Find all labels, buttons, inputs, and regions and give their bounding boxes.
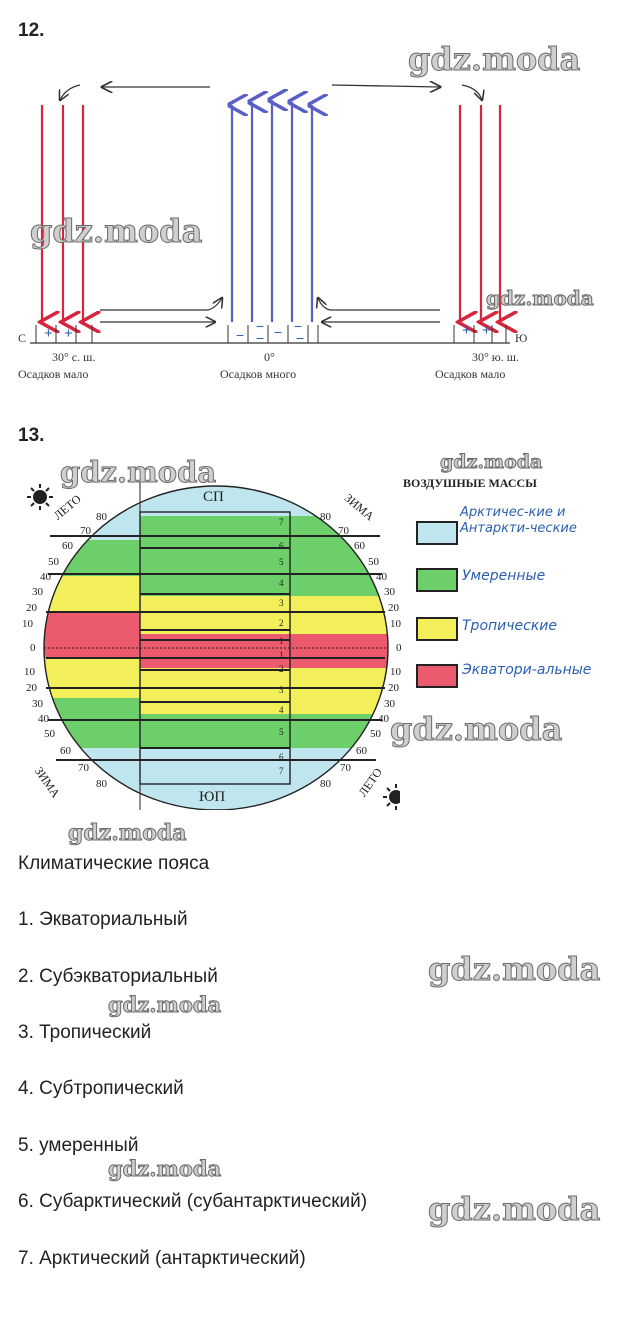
belt-num-n6: 6 [279, 541, 284, 551]
precip-equator-label: Осадков много [220, 367, 297, 381]
legend-label-arctic: Арктичес-кие и Антаркти-ческие [460, 505, 577, 536]
high-pressure-sign-4: + [482, 322, 491, 339]
watermark: gdz.moda [390, 710, 563, 748]
belt-num-n3: 3 [279, 598, 284, 608]
lat-right-40: 40 [376, 571, 387, 583]
low-pressure-sign-3: − [256, 330, 265, 346]
low-pressure-sign-4: − [274, 324, 283, 340]
lat-right-s20: 20 [388, 682, 399, 694]
lat-left-s70: 70 [78, 762, 89, 774]
watermark: gdz.moda [408, 40, 581, 78]
belt-num-n2: 2 [279, 618, 284, 628]
lat-left-40: 40 [40, 571, 51, 583]
lat-30n-label: 30° с. ш. [52, 350, 96, 364]
watermark: gdz.moda [30, 212, 203, 250]
south-label: Ю [515, 331, 528, 345]
belt-num-s4: 4 [279, 705, 284, 715]
lat-right-s50: 50 [370, 728, 381, 740]
legend-label-temperate: Умеренные [462, 568, 546, 584]
upper-flow-arrows [60, 85, 482, 100]
lat-left-70: 70 [80, 525, 91, 537]
lat-right-50: 50 [368, 556, 379, 568]
lat-left-10: 10 [22, 618, 33, 630]
lat-right-60: 60 [354, 540, 365, 552]
watermark: gdz.moda [108, 1156, 222, 1181]
legend-swatch-temperate [416, 568, 458, 592]
legend-title: ВОЗДУШНЫЕ МАССЫ [403, 476, 537, 490]
lat-right-s40: 40 [378, 713, 389, 725]
lat-0-label: 0° [264, 350, 275, 364]
climate-belt-item-1: 1. Экваториальный [18, 909, 188, 930]
precip-north-label: Осадков мало [18, 367, 89, 381]
lat-right-s30: 30 [384, 698, 395, 710]
precip-south-label: Осадков мало [435, 367, 506, 381]
climate-belt-item-5: 5. умеренный [18, 1135, 139, 1156]
sun-icon-top [27, 484, 53, 510]
watermark: gdz.moda [486, 286, 594, 310]
lat-left-50: 50 [48, 556, 59, 568]
lat-left-60: 60 [62, 540, 73, 552]
legend-swatch-arctic [416, 521, 458, 545]
belt-num-s2: 2 [279, 664, 284, 674]
lat-left-s50: 50 [44, 728, 55, 740]
low-pressure-sign-6: − [296, 330, 305, 346]
belt-num-s5: 5 [279, 727, 284, 737]
belt-num-s7: 7 [279, 766, 284, 776]
legend-label-tropical: Тропические [462, 618, 558, 634]
climate-belts-heading: Климатические пояса [18, 853, 210, 874]
watermark: gdz.moda [60, 455, 217, 489]
season-winter-top: ЗИМА [341, 490, 377, 524]
climate-belt-item-3: 3. Тропический [18, 1022, 152, 1043]
lat-left-s80: 80 [96, 778, 107, 790]
lat-right-s80: 80 [320, 778, 331, 790]
season-winter-bottom: ЗИМА [31, 764, 63, 801]
lat-30s-label: 30° ю. ш. [472, 350, 520, 364]
legend-swatch-equatorial [416, 664, 458, 688]
belt-num-s6: 6 [279, 752, 284, 762]
watermark: gdz.moda [108, 992, 222, 1017]
trade-wind-arrows [100, 298, 440, 322]
high-pressure-sign-2: + [64, 325, 73, 342]
lat-left-0: 0 [30, 642, 36, 654]
lat-right-0: 0 [396, 642, 402, 654]
sun-icon-bottom [383, 784, 400, 810]
lat-left-s20: 20 [26, 682, 37, 694]
season-summer-top: ЛЕТО [50, 491, 84, 523]
high-pressure-sign-3: + [462, 322, 471, 339]
lat-right-10: 10 [390, 618, 401, 630]
lat-right-30: 30 [384, 586, 395, 598]
belt-num-n4: 4 [279, 578, 284, 588]
legend-swatch-tropical [416, 617, 458, 641]
watermark: gdz.moda [68, 820, 187, 846]
climate-belt-item-2: 2. Субэкваториальный [18, 966, 218, 987]
lat-left-20: 20 [26, 602, 37, 614]
lat-right-70: 70 [338, 525, 349, 537]
lat-left-s40: 40 [38, 713, 49, 725]
ground-surface [30, 325, 510, 343]
legend-label-equatorial: Экватори-альные [462, 662, 592, 678]
low-pressure-sign-5: − [294, 318, 303, 334]
north-label: С [18, 331, 27, 345]
lat-right-s60: 60 [356, 745, 367, 757]
climate-belt-item-6: 6. Субарктический (субантарктический) [18, 1191, 368, 1212]
climate-belt-item-4: 4. Субтропический [18, 1078, 184, 1099]
lat-left-80: 80 [96, 511, 107, 523]
lat-right-s10: 10 [390, 666, 401, 678]
low-pressure-sign-1: − [236, 327, 245, 343]
watermark: gdz.moda [440, 451, 543, 473]
belt-num-s3: 3 [279, 685, 284, 695]
ascending-air-equator [232, 100, 312, 322]
south-pole-label: ЮП [199, 789, 226, 805]
lat-left-s60: 60 [60, 745, 71, 757]
low-pressure-sign-2: − [256, 318, 265, 334]
high-pressure-sign-1: + [44, 325, 53, 342]
north-pole-label: СП [203, 489, 224, 505]
task-13-number: 13. [18, 425, 45, 446]
season-summer-bottom: ЛЕТО [355, 765, 385, 800]
belt-num-s1: 1 [279, 650, 284, 660]
lat-right-s70: 70 [340, 762, 351, 774]
belt-num-n1: 1 [279, 636, 284, 646]
lat-right-80: 80 [320, 511, 331, 523]
watermark: gdz.moda [428, 950, 601, 988]
belt-num-n5: 5 [279, 557, 284, 567]
lat-left-s10: 10 [24, 666, 35, 678]
belt-num-n7: 7 [279, 517, 284, 527]
lat-right-20: 20 [388, 602, 399, 614]
watermark: gdz.moda [428, 1190, 601, 1228]
lat-left-s30: 30 [32, 698, 43, 710]
climate-belt-item-7: 7. Арктический (антарктический) [18, 1248, 306, 1269]
lat-left-30: 30 [32, 586, 43, 598]
task-12-number: 12. [18, 20, 45, 41]
